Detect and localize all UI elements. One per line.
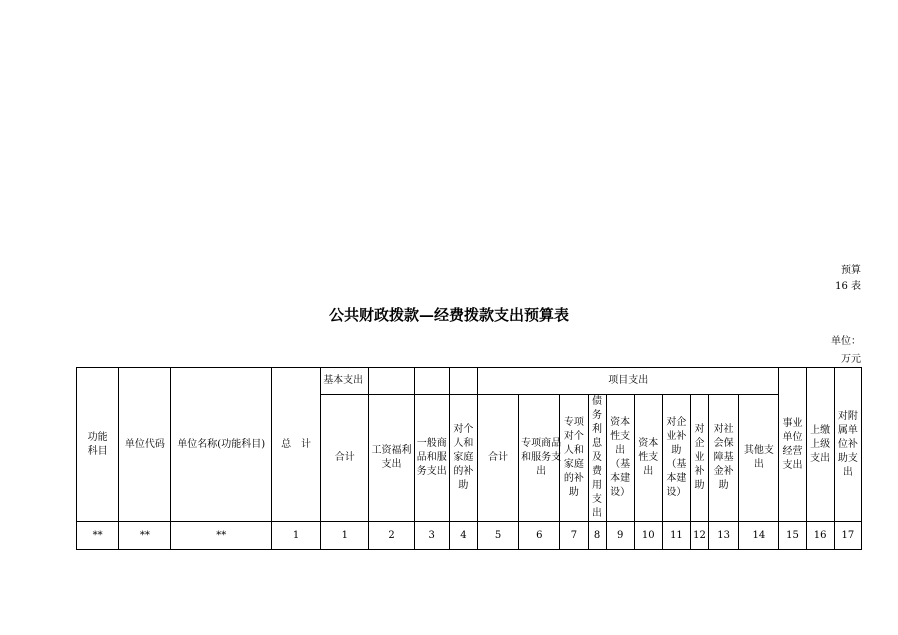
- header-project-expenditure: 项目支出: [477, 368, 779, 395]
- cell-num: 10: [634, 522, 662, 550]
- cell-num: 1: [271, 522, 320, 550]
- cell-num: 8: [588, 522, 606, 550]
- cell-unit-name: **: [171, 522, 272, 550]
- cell-num: 11: [662, 522, 690, 550]
- cell-num: 17: [834, 522, 861, 550]
- project-col-social-security: 对社会保障基金补助: [709, 395, 739, 522]
- header-total: 总 计: [271, 368, 320, 522]
- cell-num: 15: [779, 522, 806, 550]
- project-col-enterprise-subsidy: 对企业补助: [691, 395, 709, 522]
- project-col-household-subsidy: 专项对个人和家庭的补助: [560, 395, 588, 522]
- corner-line2: 16 表: [835, 281, 861, 292]
- budget-table: [76, 367, 862, 550]
- basic-col-goods-services: 一般商品和服务支出: [414, 395, 449, 522]
- project-col-other: 其他支出: [739, 395, 779, 522]
- cell-num: 3: [414, 522, 449, 550]
- project-col-goods-services: 专项商品和服务支出: [519, 395, 560, 522]
- header-institution-operating: 事业单位经营支出: [779, 368, 806, 522]
- project-col-enterprise-construction: 对企业补助（基本建设）: [662, 395, 690, 522]
- basic-col-household-subsidy: 对个人和家庭的补助: [449, 395, 477, 522]
- cell-num: 5: [477, 522, 518, 550]
- header-subsidy-affiliated: 对附属单位补助支出: [834, 368, 861, 522]
- corner-note: [835, 263, 861, 295]
- header-function-subject: 功能科目: [77, 368, 119, 522]
- project-col-capital: 资本性支出: [634, 395, 662, 522]
- cell-num: 14: [739, 522, 779, 550]
- cell-num: 6: [519, 522, 560, 550]
- cell-unit-code: **: [119, 522, 171, 550]
- cell-num: 4: [449, 522, 477, 550]
- cell-num: 9: [606, 522, 634, 550]
- header-basic-expenditure: 基本支出: [321, 368, 369, 395]
- project-col-debt-interest: 债务利息及费用支出: [588, 395, 606, 522]
- header-blank: [369, 368, 414, 395]
- cell-function-subject: **: [77, 522, 119, 550]
- header-unit-code: 单位代码: [119, 368, 171, 522]
- cell-num: 2: [369, 522, 414, 550]
- basic-col-total: 合计: [321, 395, 369, 522]
- header-remit-upper: 上缴上级支出: [806, 368, 834, 522]
- header-blank: [414, 368, 449, 395]
- project-col-capital-construction: 资本性支出（基本建设）: [606, 395, 634, 522]
- cell-num: 16: [806, 522, 834, 550]
- header-unit-name: 单位名称(功能科目): [171, 368, 272, 522]
- page-title: 公共财政拨款—经费拨款支出预算表: [328, 306, 569, 324]
- cell-num: 7: [560, 522, 588, 550]
- cell-num: 13: [709, 522, 739, 550]
- cell-num: 12: [691, 522, 709, 550]
- project-col-total: 合计: [477, 395, 518, 522]
- unit-note: [831, 333, 861, 369]
- corner-line1: 预算: [841, 265, 861, 276]
- unit-line1: 单位：: [831, 336, 861, 347]
- basic-col-wages: 工资福利支出: [369, 395, 414, 522]
- header-blank: [449, 368, 477, 395]
- cell-num: 1: [321, 522, 369, 550]
- table-row: [77, 522, 862, 550]
- unit-line2: 万元: [841, 354, 861, 365]
